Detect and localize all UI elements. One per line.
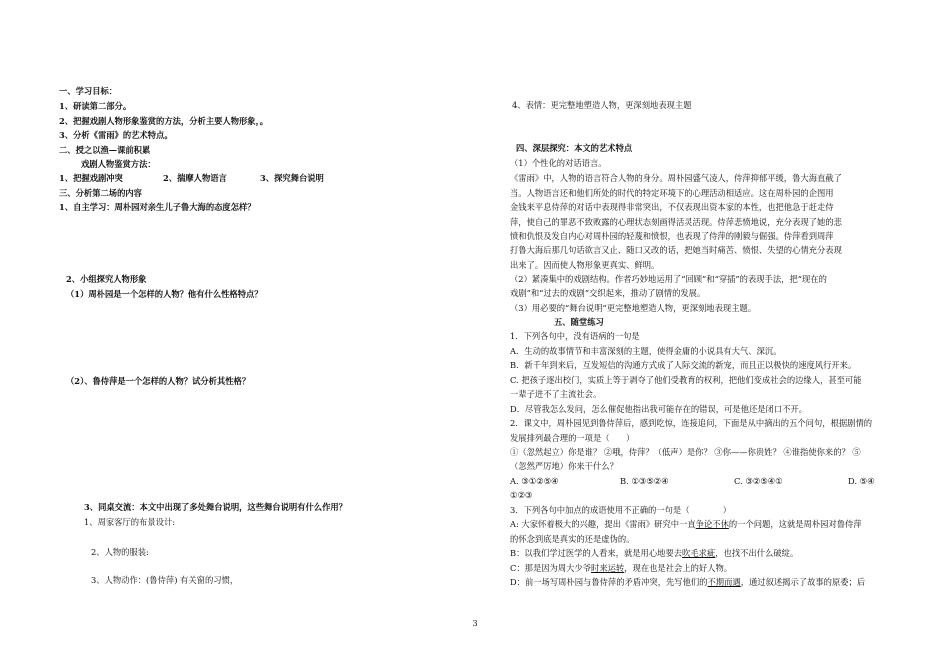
- exercise-question: 2．课文中，周朴园见到鲁侍萍后，感到吃惊，连接追问，下面是从中摘出的五个问句，根据剧情的: [510, 418, 873, 428]
- exercise-option: D．尽管我怎么发问，怎么催促他指出我可能存在的错误，可是他还是闭口不开。: [510, 404, 808, 414]
- method-item: 3、探究舞台说明: [260, 173, 324, 183]
- exercise-option: [510, 561, 732, 576]
- underlined-idiom: 不期而遇: [707, 577, 741, 587]
- paragraph-line: （3）用必要的“舞台说明”更完整地塑造人物，更深刻地表现主题。: [510, 303, 757, 313]
- option-text: A: 大家怀着极大的兴趣，提出《雷雨》研究中一直: [510, 519, 696, 529]
- option-text: D：前一场写周朴园与鲁侍萍的矛盾冲突，先写他们的: [510, 577, 708, 587]
- paragraph-line: 《雷雨》中，人物的语言符合人物的身分。周朴园盛气凌人，侍萍抑郁平缓，鲁大海直截了: [510, 173, 842, 183]
- method-item: 1、把握戏剧冲突: [59, 173, 123, 183]
- exercise-option: [510, 546, 798, 561]
- exercise-option: [510, 575, 865, 590]
- exercise-option: C. 把孩子逐出校门，实质上等于剥夺了他们受教育的权利，把他们变成社会的边缘人，甚至可能: [510, 375, 862, 385]
- section-heading-objectives: 一、学习目标：: [59, 86, 118, 96]
- page-number: 3: [472, 619, 478, 628]
- underlined-idiom: 时来运转: [591, 563, 625, 573]
- exercise-option: A．生动的故事情节和丰富深刻的主题，使得金庸的小说具有大气、深沉。: [510, 346, 782, 356]
- paragraph-line: 萍，使自己的罪恶不致败露的心理状态刻画得活灵活现。侍萍悲愤地说，充分表现了她的悲: [510, 217, 842, 227]
- section-heading-art: 四、深层探究：本文的艺术特点: [516, 143, 633, 153]
- exercise-option: C. ③②⑤④①: [734, 476, 783, 486]
- underlined-idiom: 争论不休: [695, 519, 729, 529]
- exercise-option: [510, 517, 862, 532]
- underlined-idiom: 吹毛求疵: [682, 548, 716, 558]
- exercise-option: 的怀念到底是真实的还是虚伪的。: [510, 534, 635, 544]
- exercise-question: 3．下列各句中加点的成语使用不正确的一句是（ ）: [510, 505, 731, 515]
- method-item: 2、揣摩人物语言: [163, 173, 227, 183]
- paragraph-line: （2）紧凑集中的戏剧结构。作者巧妙地运用了“回顾”和“穿插”的表现手法，把“现在的: [510, 274, 827, 284]
- paragraph-line: 戏剧”和“过去的戏剧”交织起来，推动了剧情的发展。: [510, 288, 706, 298]
- goal-item: 3、分析《雷雨》的艺术特点。: [59, 130, 173, 140]
- exercise-question: 发展排列最合理的一项是（ ）: [510, 433, 635, 443]
- option-text: 的一个问题，这就是周朴园对鲁侍萍: [728, 519, 862, 529]
- paragraph-line: 愤和仇恨及发自内心对周朴园的轻蔑和愤恨，也表现了侍萍的刚毅与倔强。侍萍看到周萍: [510, 231, 834, 241]
- section-heading-methods: 二、授之以渔—课前积累: [59, 145, 151, 155]
- method-title: 戏剧人物鉴赏方法：: [81, 159, 156, 169]
- paragraph-line: 当。人物语言还和他们所处的时代的特定环境下的心理活动相适应。这在周朴园的企图用: [510, 188, 834, 198]
- exercise-question: ①（忽然起立）你是谁？ ②哦，侍萍？（低声）是你？ ③你——你贵姓？ ④谁指使你来的？ ⑤: [510, 447, 861, 457]
- paragraph-line: 打鲁大海后那几句话欲言又止、随口又改的话，把她当时痛苦、愤恨、失望的心情充分表现: [510, 245, 842, 255]
- option-text: ，通过叙述揭示了故事的原委；后: [740, 577, 866, 587]
- exercise-option: B．新千年到来后，互发短信的沟通方式成了人际交流的新宠，而且正以极快的速度风行开来。: [510, 360, 857, 370]
- option-text: C：那是因为周大少爷: [510, 563, 592, 573]
- question-2: 2、小组探究人物形象: [66, 274, 147, 284]
- paragraph-line: 出来了。因而使人物形象更真实、鲜明。: [510, 260, 660, 270]
- paragraph-title: （1）个性化的对话语言。: [510, 158, 607, 168]
- question-1: 1、自主学习：周朴园对亲生儿子鲁大海的态度怎样？: [59, 202, 256, 212]
- stage-direction-item: 3、人物动作：(鲁侍萍) 有关窗的习惯，: [91, 575, 239, 585]
- exercise-option: 一辈子进不了主流社会。: [510, 389, 602, 399]
- option-text: ，也找不出什么破绽。: [715, 548, 799, 558]
- exercise-option: B. ①③⑤②④: [620, 476, 669, 486]
- paragraph-line: 金钱来平息侍萍的对话中表现得非常突出，不仅表现出资本家的本性，也把他急于赶走侍: [510, 202, 834, 212]
- exercise-option: ①②③: [510, 490, 533, 500]
- option-text: ，现在也是社会上的好人物。: [624, 563, 733, 573]
- stage-direction-item: 1、周家客厅的布景设计:: [84, 517, 176, 527]
- section-heading-analysis: 三、分析第二场的内容: [59, 188, 142, 198]
- exercise-question: 1．下列各句中，没有语病的一句是: [510, 331, 640, 341]
- question-2a: （1）周朴园是一个怎样的人物？他有什么性格特点？: [66, 289, 263, 299]
- question-3: 3、同桌交流：本文中出现了多处舞台说明，这些舞台说明有什么作用？: [84, 502, 347, 512]
- question-2b: （2）、鲁侍萍是一个怎样的人物？试分析其性格？: [66, 376, 251, 386]
- stage-direction-item: 4、表情：更完整地塑造人物，更深刻地表现主题: [512, 100, 692, 110]
- goal-item: 1、研读第二部分。: [59, 101, 132, 111]
- exercise-option: A. ③①②⑤④: [510, 476, 559, 486]
- stage-direction-item: 2、人物的服装:: [91, 547, 149, 557]
- option-text: B：以我们学过医学的人看来，就是用心地要去: [510, 548, 683, 558]
- exercise-question: （忽然严厉地）你来干什么？: [510, 461, 618, 471]
- exercise-option: D. ⑤④: [848, 476, 875, 486]
- goal-item: 2、把握戏剧人物形象鉴赏的方法，分析主要人物形象，。: [59, 116, 269, 126]
- section-heading-exercises: 五、随堂练习: [554, 317, 604, 327]
